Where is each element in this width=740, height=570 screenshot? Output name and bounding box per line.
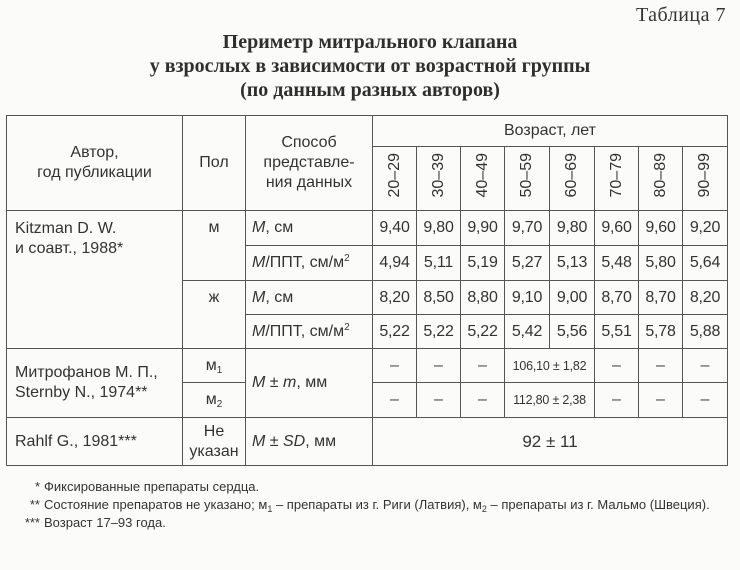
cell-value: 5,13	[550, 246, 595, 281]
sex-m2	[183, 383, 246, 418]
cell-value: –	[683, 349, 728, 383]
cell-value: 8,20	[683, 281, 728, 315]
method-m-cm	[246, 281, 373, 315]
cell-value: 9,60	[595, 211, 639, 246]
cell-value: –	[373, 349, 417, 383]
header-age-60-69	[550, 147, 595, 211]
age-range-label: 40–49	[473, 153, 491, 198]
title-line-2: у взрослых в зависимости от возрастной группы	[149, 55, 591, 77]
sex-label: м	[205, 391, 217, 408]
method-unit: , см	[265, 288, 294, 306]
age-range-label: 90–99	[696, 153, 713, 198]
table-row	[7, 211, 728, 246]
cell-value: 5,64	[683, 246, 728, 281]
method-sup: 2	[344, 321, 350, 333]
cell-value: 5,48	[595, 246, 639, 281]
method-m-cm	[246, 211, 373, 246]
cell-value: –	[595, 383, 639, 418]
header-author-line-2: год публикации	[37, 164, 152, 181]
footnote-2	[6, 496, 736, 514]
author-mitrofanov	[7, 349, 183, 418]
age-range-label: 60–69	[563, 153, 580, 198]
cell-value: –	[595, 349, 639, 383]
sex-label: м	[205, 356, 217, 374]
table-number-label: Таблица 7	[635, 4, 726, 26]
sex-sub: 2	[216, 399, 223, 410]
author-line-2: и соавт., 1988*	[15, 240, 124, 257]
cell-value: 5,88	[683, 315, 728, 349]
cell-value: –	[461, 349, 505, 383]
footnote-mark: *	[34, 479, 40, 494]
header-age-50-59	[505, 147, 550, 211]
cell-value: 9,00	[550, 281, 595, 315]
footnote-text: Фиксированные препараты сердца.	[44, 479, 260, 494]
method-var-2: SD	[283, 432, 306, 450]
header-age-80-89	[639, 147, 683, 211]
method-unit: , мм	[296, 374, 328, 391]
footnote-sub-a: 1	[267, 504, 273, 514]
footnote-sub-b: 2	[481, 504, 487, 514]
sex-line-1: Не	[203, 422, 225, 440]
cell-value-merged: 92 ± 11	[373, 418, 728, 466]
method-unit: /ППТ, см/м	[265, 322, 345, 340]
title-line-3: (по данным разных авторов)	[240, 79, 500, 101]
method-var: M	[252, 254, 266, 271]
age-range-label: 50–59	[518, 153, 535, 198]
cell-value: 5,27	[505, 246, 550, 281]
author-line-1: Kitzman D. W.	[15, 220, 117, 237]
footnote-text-a: Состояние препаратов не указано; м	[44, 497, 268, 512]
cell-value: 9,20	[683, 211, 728, 246]
method-m-pm-sd	[246, 418, 373, 466]
table-row	[7, 349, 728, 383]
header-method-line-3: ния данных	[265, 174, 353, 191]
header-author-line-1: Автор,	[70, 144, 119, 161]
cell-value: 5,56	[550, 315, 595, 349]
footnote-1	[6, 478, 736, 496]
author-kitzman	[7, 211, 183, 349]
footnotes	[6, 478, 736, 532]
cell-value: 106,10 ± 1,82	[505, 349, 595, 383]
cell-value: 8,70	[639, 281, 683, 315]
cell-value: 9,70	[505, 211, 550, 246]
cell-value: 112,80 ± 2,38	[505, 383, 595, 418]
method-unit: , см	[265, 219, 294, 236]
header-method-line-1: Способ	[281, 134, 337, 151]
footnote-mark: **	[29, 497, 40, 512]
footnote-text-b: – препараты из г. Риги (Латвия), м	[272, 497, 482, 512]
method-var-2: m	[283, 374, 297, 391]
method-var: M	[252, 322, 266, 340]
method-pm: ±	[265, 374, 283, 391]
footnote-mark: ***	[24, 515, 40, 530]
method-m-pm-m	[246, 349, 373, 418]
header-row-1	[7, 116, 728, 147]
sex-not-specified	[183, 418, 246, 466]
cell-value: 5,80	[639, 246, 683, 281]
cell-value: 9,40	[373, 211, 417, 246]
footnote-text: Возраст 17–93 года.	[44, 515, 166, 530]
header-age-20-29	[373, 147, 417, 211]
cell-value: 9,80	[417, 211, 461, 246]
method-var: M	[252, 432, 266, 450]
method-var: M	[252, 374, 266, 391]
cell-value: 8,70	[595, 281, 639, 315]
cell-value: 8,50	[417, 281, 461, 315]
data-table	[6, 115, 728, 466]
header-author	[7, 116, 183, 211]
age-range-label: 70–79	[607, 153, 625, 198]
method-m-bsa	[246, 315, 373, 349]
cell-value: –	[639, 383, 683, 418]
method-unit: , мм	[305, 432, 337, 450]
cell-value: 5,22	[461, 315, 505, 349]
cell-value: 9,80	[550, 211, 595, 246]
age-range-label: 20–29	[385, 153, 403, 198]
sex-male: м	[183, 211, 246, 281]
cell-value: –	[417, 349, 461, 383]
cell-value: 9,60	[639, 211, 683, 246]
cell-value: 5,22	[373, 315, 417, 349]
header-sex: Пол	[183, 116, 246, 211]
header-age-group: Возраст, лет	[373, 116, 728, 147]
cell-value: 9,10	[505, 281, 550, 315]
table-title	[0, 30, 740, 102]
header-age-30-39	[417, 147, 461, 211]
method-m-bsa	[246, 246, 373, 281]
method-var: M	[252, 219, 266, 236]
age-range-label: 80–89	[651, 153, 669, 198]
cell-value: 5,78	[639, 315, 683, 349]
header-age-90-99	[683, 147, 728, 211]
cell-value: –	[373, 383, 417, 418]
table-row	[7, 418, 728, 466]
header-age-40-49	[461, 147, 505, 211]
cell-value: 5,11	[417, 246, 461, 281]
header-method-line-2: представле-	[263, 154, 355, 171]
method-pm: ±	[265, 432, 283, 450]
sex-line-2: указан	[189, 442, 239, 460]
author-line-2: Sternby N., 1974**	[15, 384, 148, 401]
cell-value: 5,19	[461, 246, 505, 281]
title-line-1: Периметр митрального клапана	[222, 31, 518, 53]
cell-value: –	[461, 383, 505, 418]
author-rahlf: Rahlf G., 1981***	[7, 418, 183, 466]
footnote-text-c: – препараты из г. Мальмо (Швеция).	[486, 497, 710, 512]
cell-value: 5,22	[417, 315, 461, 349]
header-method	[246, 116, 373, 211]
cell-value: –	[639, 349, 683, 383]
method-unit: /ППТ, см/м	[265, 254, 345, 271]
method-sup: 2	[344, 253, 350, 264]
footnote-3	[6, 514, 736, 532]
author-line-1: Митрофанов М. П.,	[15, 364, 158, 381]
sex-female: ж	[183, 281, 246, 349]
cell-value: 5,42	[505, 315, 550, 349]
cell-value: 5,51	[595, 315, 639, 349]
cell-value: 8,80	[461, 281, 505, 315]
method-var: M	[252, 288, 266, 306]
age-range-label: 30–39	[429, 153, 447, 198]
sex-sub: 1	[216, 364, 223, 376]
header-age-70-79	[595, 147, 639, 211]
sex-m1	[183, 349, 246, 383]
cell-value: 8,20	[373, 281, 417, 315]
cell-value: –	[417, 383, 461, 418]
cell-value: –	[683, 383, 728, 418]
cell-value: 9,90	[461, 211, 505, 246]
cell-value: 4,94	[373, 246, 417, 281]
